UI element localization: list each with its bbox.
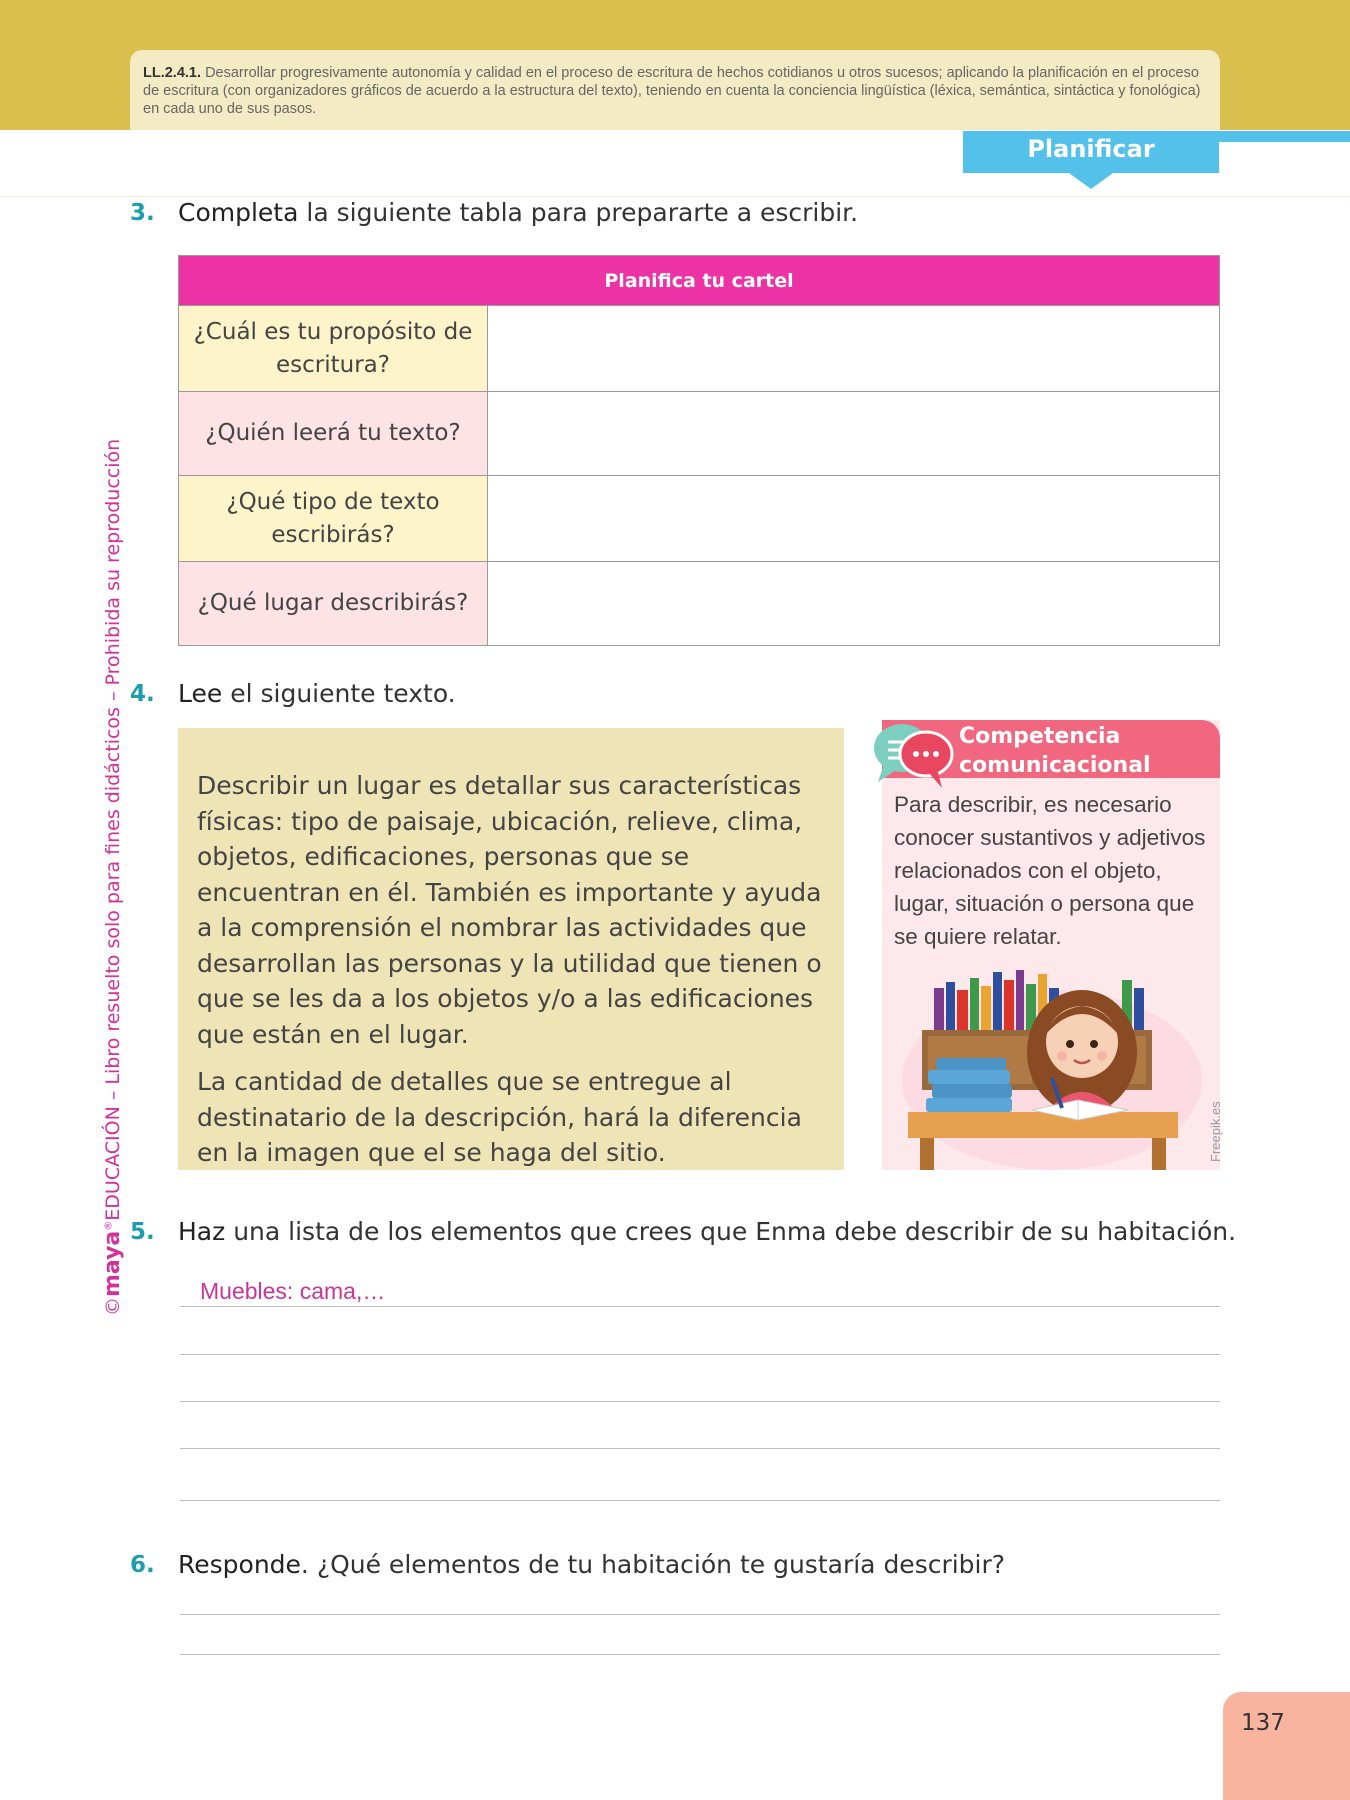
writing-line[interactable] [180,1614,1220,1615]
section-banner [963,131,1219,189]
brand-logo: maya [100,1230,125,1297]
q3-number: 3. [130,200,155,226]
row-question: ¿Cuál es tu propósito de escritura? [179,306,488,392]
banner-stripe [1200,131,1350,142]
q3-instruction [178,198,858,227]
page-number-tab [1223,1692,1350,1800]
q6-text: . ¿Qué elementos de tu habitación te gustaría describir? [300,1550,1006,1579]
speech-bubbles-icon [864,720,964,794]
sidebar-text: EDUCACIÓN – Libro resuelto solo para fines didácticos – Prohibida su reproducción [102,438,124,1221]
competencia-title [959,722,1151,780]
row-question: ¿Quién leerá tu texto? [179,392,488,476]
planning-table [178,255,1220,646]
skill-code: LL.2.4.1. [143,65,202,81]
reading-text-box [178,728,844,1170]
q6-verb: Responde [178,1550,301,1579]
writing-line[interactable] [180,1500,1220,1501]
writing-line[interactable] [180,1306,1220,1307]
table-row [179,306,1220,392]
row-question: ¿Qué lugar describirás? [179,562,488,646]
row-question: ¿Qué tipo de texto escribirás? [179,476,488,562]
page-number: 137 [1241,1710,1285,1736]
writing-line[interactable] [180,1401,1220,1402]
section-label: Planificar [1027,135,1155,163]
q4-instruction [178,679,456,708]
q3-verb: Completa [178,198,299,227]
q5-verb: Haz [178,1217,226,1246]
answer-cell-type[interactable] [488,476,1220,562]
competencia-title-line2: comunicacional [959,753,1151,778]
table-title: Planifica tu cartel [179,256,1220,306]
q4-number: 4. [130,681,155,707]
reading-paragraph: Describir un lugar es detallar sus características físicas: tipo de paisaje, ubicación, relieve, clima, objetos, edificaciones, personas que se encuentran en él. También es importante y ayuda a la comprensión el nombrar las actividades que desarrollan las personas y la utilidad que tienen o que se les da a los objetos y/o a las edificaciones que están en el lugar. [197,771,822,1049]
table-row [179,562,1220,646]
q6-instruction [178,1550,1005,1579]
competencia-text: Para describir, es necesario conocer sustantivos y adjetivos relacionados con el objeto, lugar, situación o persona que se quiere relatar. [894,792,1206,949]
competencia-box [882,720,1220,1170]
q5-instruction [178,1217,1236,1246]
table-row [179,476,1220,562]
q3-text: la siguiente tabla para prepararte a escribir. [298,198,859,227]
answer-cell-purpose[interactable] [488,306,1220,392]
q5-example-answer: Muebles: cama,… [200,1278,386,1304]
writing-line[interactable] [180,1654,1220,1655]
writing-line[interactable] [180,1354,1220,1355]
answer-cell-place[interactable] [488,562,1220,646]
reading-paragraph: La cantidad de detalles que se entregue al destinatario de la descripción, hará la diferencia en la imagen que el se haga del sitio. [197,1067,802,1167]
copyright-symbol: © [102,1297,124,1316]
registered-symbol: ® [103,1220,115,1231]
header-divider [0,196,1350,197]
table-row [179,392,1220,476]
sidebar-copyright [100,439,125,1316]
q4-text: el siguiente texto. [222,679,456,708]
competencia-title-line1: Competencia [959,724,1121,749]
q6-number: 6. [130,1552,155,1578]
girl-writing-illustration [882,960,1220,1170]
skill-description [130,50,1220,130]
writing-line[interactable] [180,1448,1220,1449]
image-credit: Freepik.es [1208,1101,1223,1162]
skill-text: Desarrollar progresivamente autonomía y calidad en el proceso de escritura de hechos cotidianos u otros sucesos; aplicando la planificación en el proceso de escritura (con organizadores gráficos de acuerdo a la estructura del texto), teniendo en cuenta la conciencia lingüística (léxica, semántica, sintáctica y fonológica) en cada uno de sus pasos. [143,65,1201,117]
answer-cell-reader[interactable] [488,392,1220,476]
q5-text: una lista de los elementos que crees que Enma debe describir de su habitación. [225,1217,1237,1246]
q4-verb: Lee [178,679,223,708]
q5-number: 5. [130,1219,155,1245]
